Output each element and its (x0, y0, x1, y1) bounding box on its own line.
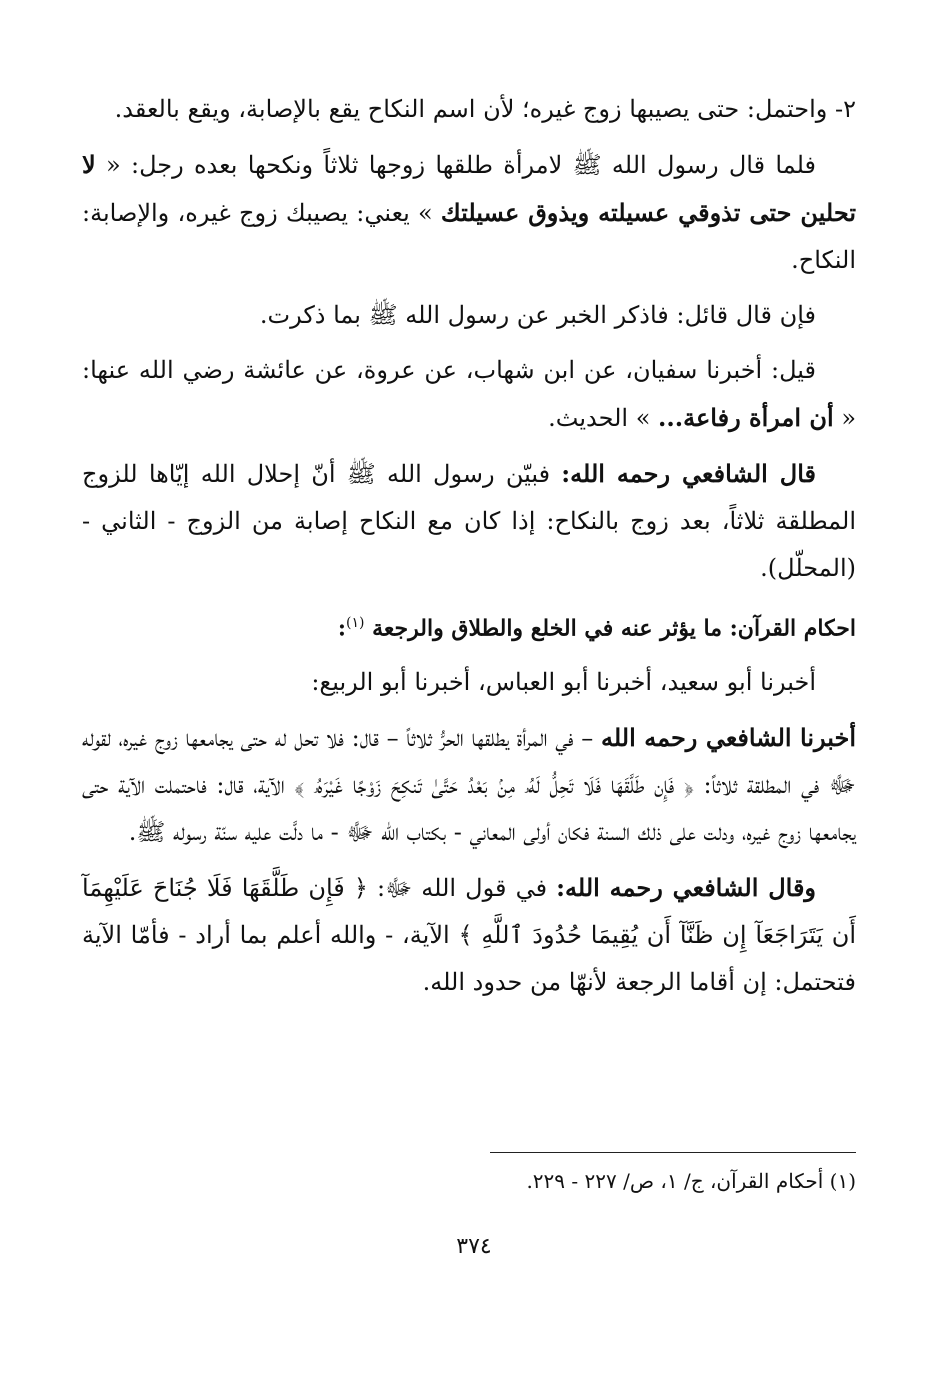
page-body (82, 86, 856, 1014)
paragraph-8-lead: وقال الشافعي رحمه الله: (556, 873, 817, 903)
paragraph-4 (82, 347, 856, 442)
paragraph-8 (82, 864, 856, 1006)
footnote (82, 1164, 856, 1198)
footnote-text: أحكام القرآن، ج/ ١، ص/ ٢٢٧ - ٢٢٩. (526, 1169, 824, 1193)
paragraph-5-text: فبيّن رسول الله ﷺ أنّ إحلال الله إيّاها للزوج المطلقة ثلاثاً، بعد زوج بالنكاح: إذا كان مع النكاح إصابة من الزوج - الثاني - (المحلّل). (82, 460, 856, 582)
paragraph-2-text-a: فلما قال رسول الله ﷺ لامرأة طلقها زوجها ثلاثاً ونكحها بعده رجل: « (95, 151, 816, 179)
paragraph-2 (82, 141, 856, 284)
paragraph-8-text: في قول الله ﷻ: ﴿ فَإِن طَلَّقَهَا فَلَا جُنَاحَ عَلَيْهِمَآ أَن يَتَرَاجَعَآ إِن ظَنَّآ أَن يُقِيمَا حُدُودَ ٱللَّهِ ﴾ الآية، - والله أعلم بما أراد - فأمّا الآية فتحتمل: إن أقاما الرجعة لأنهّا من حدود الله. (82, 874, 856, 997)
hadith-title: أن امرأة رفاعة... (658, 403, 834, 432)
paragraph-1 (82, 86, 856, 133)
hadith-quote: لا تحلين حتى تذوقي عسيلته ويذوق عسيلتك (82, 150, 856, 227)
paragraph-5-lead: قال الشافعي رحمه الله: (561, 459, 817, 488)
paragraph-3 (82, 292, 856, 339)
section-heading-colon: : (337, 615, 346, 642)
page-number: ٣٧٤ (456, 1234, 492, 1259)
section-heading-text: احكام القرآن: ما يؤثر عنه في الخلع والطلاق والرجعة (372, 615, 856, 642)
paragraph-4-text-a: قيل: أخبرنا سفيان، عن ابن شهاب، عن عروة، عن عائشة رضي الله عنها: « (82, 356, 856, 432)
paragraph-5 (82, 450, 856, 592)
paragraph-4-text-c: » الحديث. (548, 404, 659, 432)
paragraph-3-text: فإن قال قائل: فاذكر الخبر عن رسول الله ﷺ بما ذكرت. (259, 301, 816, 329)
section-heading (82, 600, 856, 651)
footnote-number: (١) (829, 1169, 856, 1193)
footnote-divider (490, 1152, 856, 1153)
paragraph-2-text-c: » يعني: يصيبك زوج غيره، والإصابة: النكاح. (82, 199, 856, 274)
paragraph-7-lead: أخبرنا الشافعي رحمه الله (600, 723, 857, 753)
paragraph-6-text: أخبرنا أبو سعيد، أخبرنا أبو العباس، أخبرنا أبو الربيع: (311, 668, 816, 697)
paragraph-1-text: ٢- واحتمل: حتى يصيبها زوج غيره؛ لأن اسم النكاح يقع بالإصابة، ويقع بالعقد. (114, 95, 856, 123)
paragraph-7-text: – في المرأة يطلقها الحرُّ ثلاثاً – قال: فلا تحل له حتى يجامعها زوج غيره، لقوله ﷻ في المطلقة ثلاثاً: ﴿ فَإِن طَلَّقَهَا فَلَا تَحِلُّ لَهُۥ مِنۢ بَعْدُ حَتَّىٰ تَنكِحَ زَوْجًا غَيْرَهُۥ ﴾ الآية، قال: فاحتملت الآية حتى يجامعها زوج غيره، ودلت على ذلك السنة فكان أولى المعاني - بكتاب الله ﷻ - ما دلَّت عليه سنّة رسوله ﷺ. (82, 724, 856, 847)
footnote-marker[interactable]: (١) (345, 615, 365, 631)
paragraph-6 (82, 659, 856, 706)
paragraph-7 (82, 714, 856, 856)
